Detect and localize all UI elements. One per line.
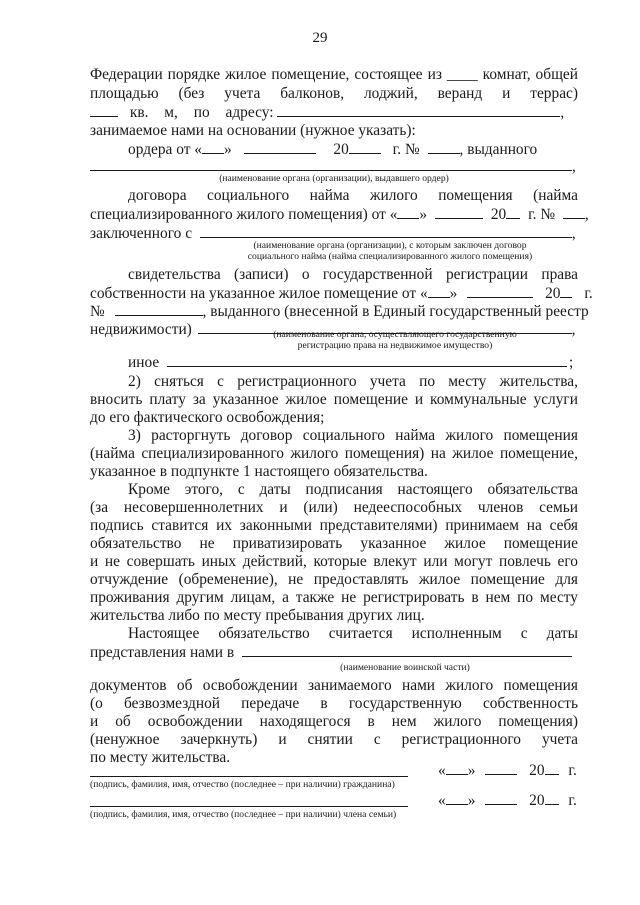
text-line: проживания другим лицам, а также не регистрировать в нем по месту (90, 589, 578, 606)
address-blank (277, 103, 560, 117)
issuer-line: , (90, 157, 578, 176)
caption: (наименование органа, осуществляющего государственную (273, 329, 517, 340)
text-line: (о безвозмездной передаче в государственную собственность (90, 695, 578, 712)
signature-line-citizen (90, 776, 408, 777)
certificate-number-line: № , выданного (внесенной в Единый государственный реестр (90, 303, 589, 320)
text-line: (ненужное зачеркнуть) и снятии с регистрационного учета (90, 731, 578, 748)
text-line: (найма специализированного жилого помещения) на жилое помещение, (90, 445, 578, 462)
other-line: иное ; (128, 354, 574, 371)
signature-date-citizen: « » 20 г. (438, 762, 577, 779)
contractor-line: заключенного с , (90, 225, 576, 242)
caption: (подпись, фамилия, имя, отчество (последнее – при наличии) члена семьи) (90, 809, 397, 820)
certificate-line: собственности на указанное жилое помещение от « » 20 г. (90, 285, 593, 302)
address-line: кв. м, по адресу: , (90, 103, 578, 122)
text-line: документов об освобождении занимаемого нами жилого помещения (90, 677, 578, 694)
text-line: жительства либо по месту пребывания других лиц. (90, 607, 425, 624)
text-line: по месту жительства. (90, 749, 231, 766)
text-line: занимаемое нами на основании (нужное указать): (90, 122, 416, 139)
caption: социального найма (найма специализированного жилого помещения) (247, 251, 533, 262)
text-line: (за несовершеннолетних и (или) недееспособных членов семьи (90, 499, 578, 516)
caption: регистрацию права на недвижимое имущество) (297, 340, 493, 351)
caption: (наименование воинской части) (340, 662, 470, 673)
registry-line: недвижимости) , (90, 321, 576, 338)
text-line: указанное в подпункте 1 настоящего обязательства. (90, 463, 428, 480)
text-line: до его фактического освобождения; (90, 409, 325, 426)
text-line: свидетельства (записи) о государственной регистрации права (128, 266, 578, 283)
caption: (наименование органа (организации), выдавшего ордер) (219, 173, 449, 184)
text-line: и об освобождении находящегося в нем жилого помещения) (90, 713, 578, 730)
signature-line-family-member (90, 806, 408, 807)
page-number: 29 (312, 30, 328, 46)
text-line: Кроме этого, с даты подписания настоящего обязательства (128, 481, 578, 498)
text-line: Настоящее обязательство считается исполненным с даты (128, 625, 578, 642)
text-line: 2) сняться с регистрационного учета по месту жительства, (128, 373, 578, 390)
text-line: подпись ставится их законными представителями) принимаем на себя (90, 517, 578, 534)
caption: (наименование органа (организации), с которым заключен договор (253, 240, 527, 251)
contract-line: специализированного жилого помещения) от « » 20 г. № , (90, 206, 589, 223)
order-line: ордера от « » 20 г. № , выданного (128, 141, 538, 158)
text-line: договора социального найма жилого помещения (найма (128, 187, 578, 204)
blank-field (90, 103, 118, 117)
caption: (подпись, фамилия, имя, отчество (последнее – при наличии) гражданина) (90, 779, 395, 790)
text-line: отчуждение (обременение), не предоставлять жилое помещение для (90, 571, 578, 588)
text-line: и не совершать иных действий, которые влекут или могут повлечь его (90, 553, 578, 570)
text-line: площадью (без учета балконов, лоджий, веранд и террас) (90, 85, 578, 102)
military-unit-line: представления нами в (90, 643, 578, 662)
text-line: 3) расторгнуть договор социального найма жилого помещения (128, 427, 578, 444)
text-line: обязательство не приватизировать указанное жилое помещение (90, 535, 578, 552)
text-line: Федерации порядке жилое помещение, состоящее из ____ комнат, общей (90, 66, 578, 83)
text-line: вносить плату за указанное жилое помещение и коммунальные услуги (90, 391, 578, 408)
signature-date-family-member: « » 20 г. (438, 792, 577, 809)
